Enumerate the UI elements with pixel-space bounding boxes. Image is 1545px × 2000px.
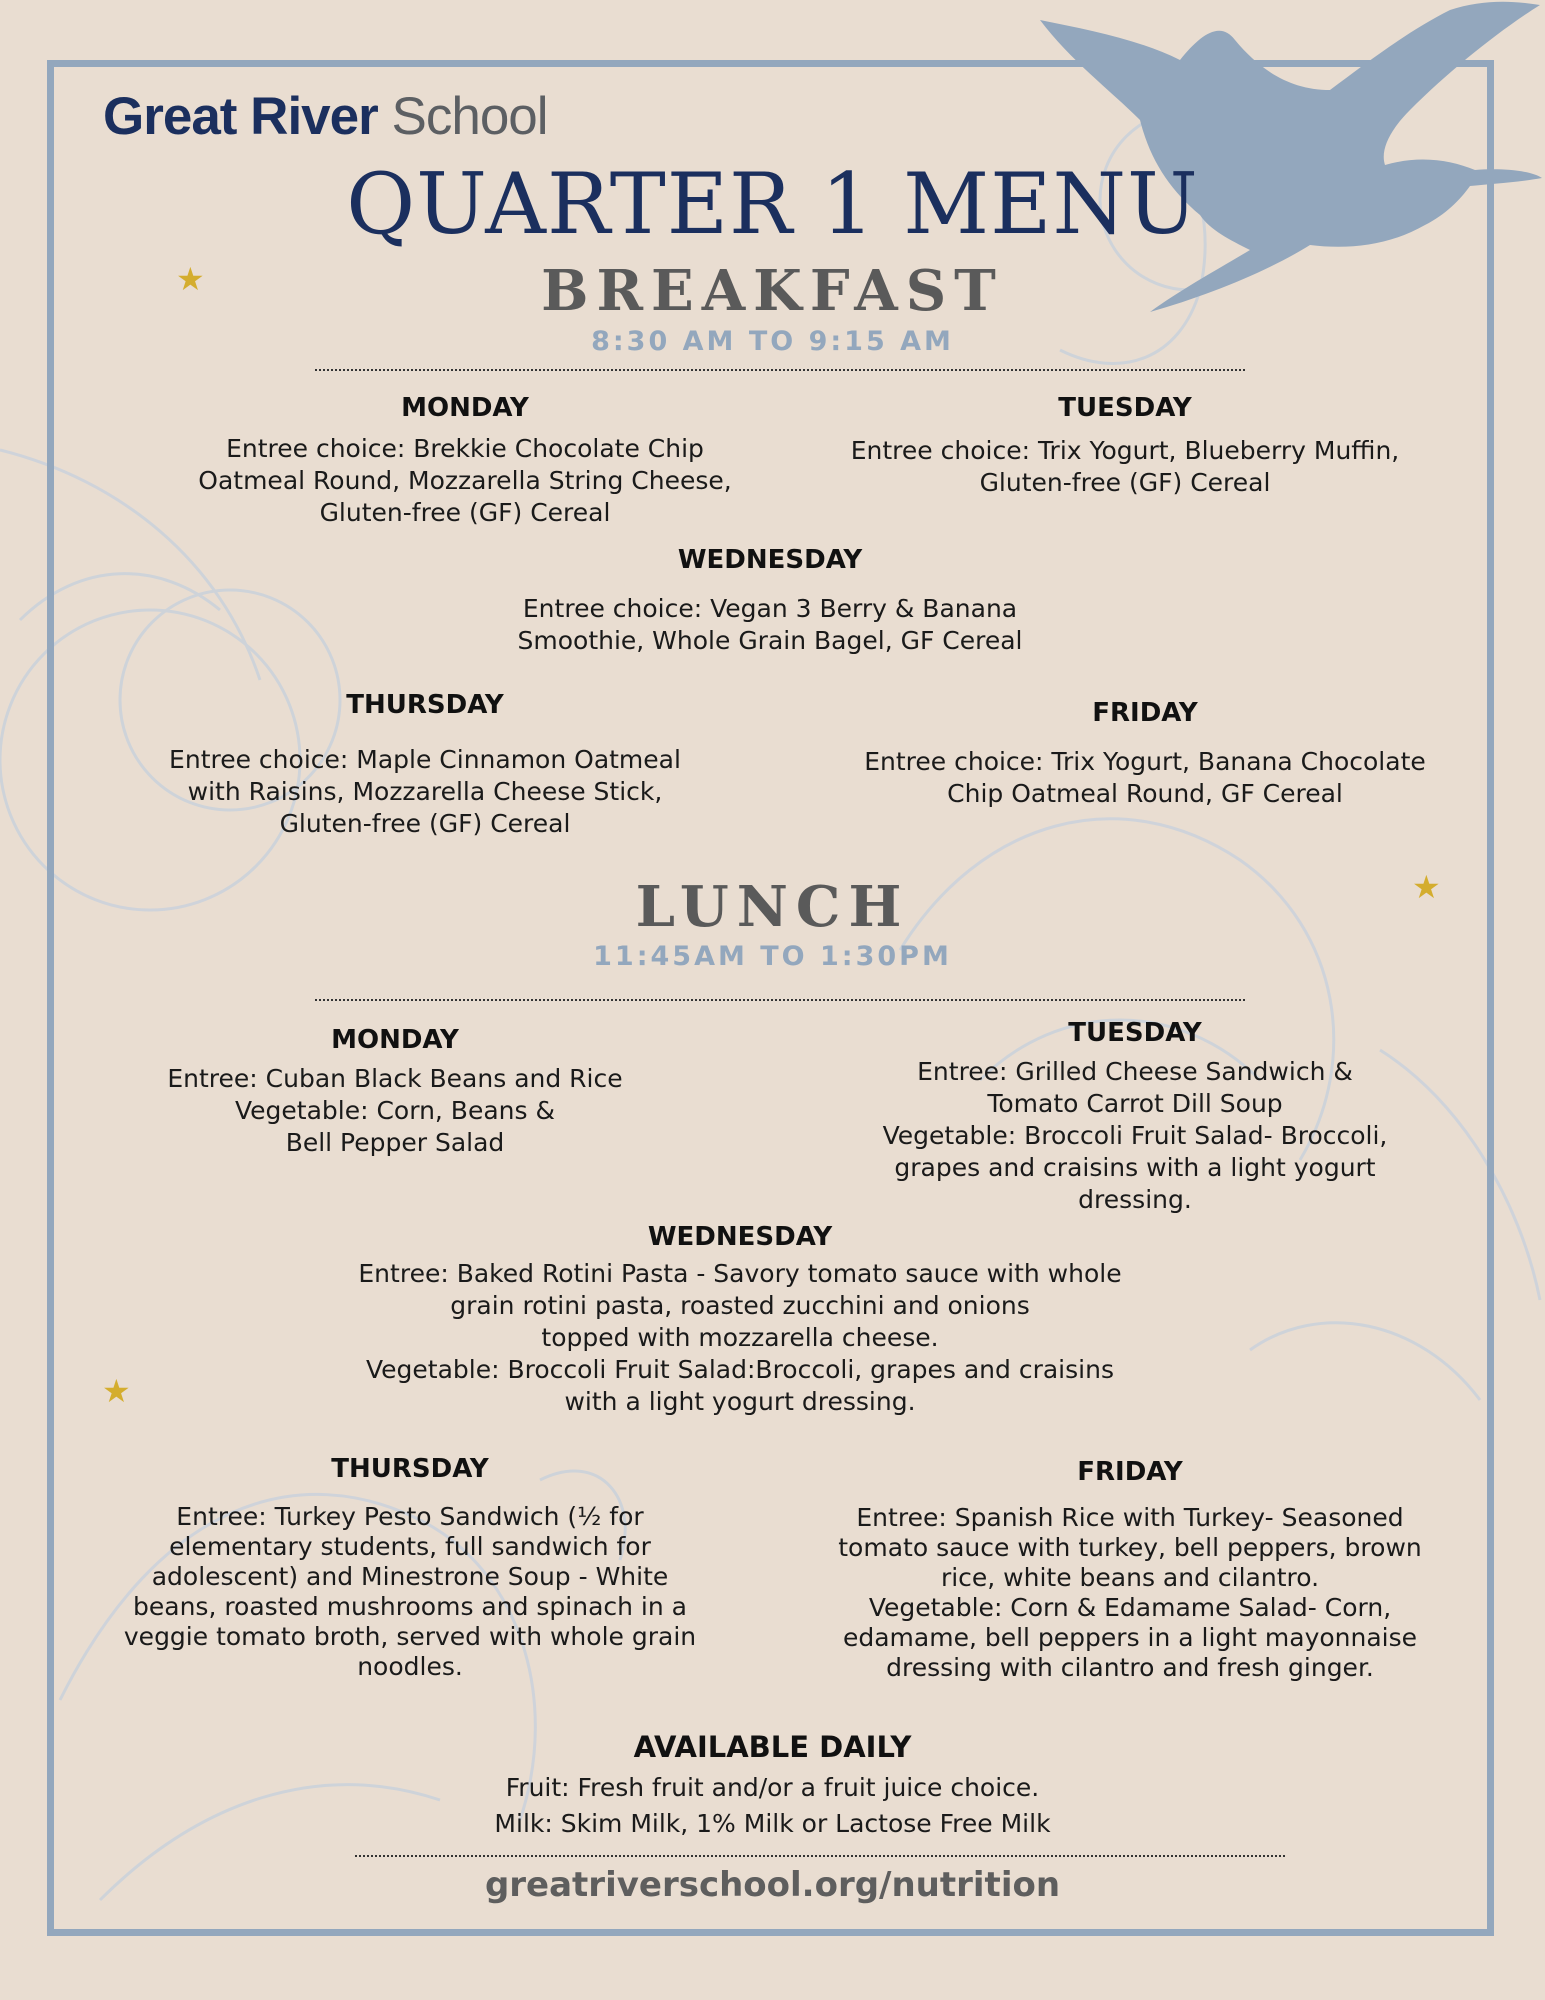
breakfast-friday xyxy=(820,698,1470,810)
lunch-wednesday xyxy=(290,1222,1190,1418)
menu-description: Entree choice: Vegan 3 Berry & Banana Smoothie, Whole Grain Bagel, GF Cereal xyxy=(517,594,1023,655)
menu-description: Entree choice: Brekkie Chocolate Chip Oatmeal Round, Mozzarella String Cheese, Gluten-free (GF) Cereal xyxy=(198,434,732,527)
menu-description: Entree: Spanish Rice with Turkey- Seasoned tomato sauce with turkey, bell peppers, brown rice, white beans and cilantro. Vegetable: Corn & Edamame Salad- Corn, edamame, bell peppers in a light mayonnaise dressing with cilantro and fresh ginger. xyxy=(838,1503,1422,1682)
school-logo xyxy=(103,86,548,147)
day-label: WEDNESDAY xyxy=(647,1222,833,1252)
daily-fruit: Fruit: Fresh fruit and/or a fruit juice choice. xyxy=(505,1773,1040,1802)
lunch-thursday xyxy=(90,1454,730,1682)
breakfast-heading: BREAKFAST xyxy=(541,258,1004,324)
day-label: FRIDAY xyxy=(1092,698,1198,728)
day-label: THURSDAY xyxy=(331,1454,489,1484)
lunch-divider xyxy=(315,999,1245,1001)
menu-description: Entree: Cuban Black Beans and Rice Vegetable: Corn, Beans & Bell Pepper Salad xyxy=(167,1064,623,1157)
footer-divider xyxy=(355,1855,1285,1857)
breakfast-divider xyxy=(315,369,1245,371)
star-icon: ★ xyxy=(102,1372,131,1410)
page-title: QUARTER 1 MENU xyxy=(346,155,1199,253)
lunch-monday xyxy=(110,1025,680,1159)
menu-description: Entree choice: Trix Yogurt, Banana Chocolate Chip Oatmeal Round, GF Cereal xyxy=(864,747,1426,808)
star-icon: ★ xyxy=(1412,868,1441,906)
breakfast-tuesday xyxy=(805,393,1445,499)
logo-light-text: School xyxy=(391,87,548,146)
lunch-friday xyxy=(790,1457,1470,1683)
menu-description: Entree: Turkey Pesto Sandwich (½ for elementary students, full sandwich for adolescent) and Minestrone Soup - White beans, roasted mushrooms and spinach in a veggie tomato broth, served with whole grain noodles. xyxy=(123,1502,697,1681)
star-icon: ★ xyxy=(176,260,205,298)
breakfast-monday xyxy=(150,393,780,529)
logo-bold-text: Great River xyxy=(103,87,378,146)
available-daily xyxy=(0,1730,1545,1842)
menu-description: Entree: Grilled Cheese Sandwich & Tomato Carrot Dill Soup Vegetable: Broccoli Fruit Salad- Broccoli, grapes and craisins with a light yogurt dressing. xyxy=(882,1057,1388,1214)
breakfast-thursday xyxy=(115,690,735,840)
breakfast-time: 8:30 AM TO 9:15 AM xyxy=(591,326,954,357)
day-label: TUESDAY xyxy=(1068,1018,1202,1048)
available-daily-heading: AVAILABLE DAILY xyxy=(633,1730,912,1764)
day-label: MONDAY xyxy=(401,393,529,423)
breakfast-wednesday xyxy=(420,545,1120,657)
day-label: MONDAY xyxy=(331,1025,459,1055)
lunch-tuesday xyxy=(810,1018,1460,1216)
day-label: TUESDAY xyxy=(1058,393,1192,423)
lunch-time: 11:45AM TO 1:30PM xyxy=(593,941,952,972)
footer-url-link[interactable]: greatriverschool.org/nutrition xyxy=(484,1865,1061,1905)
menu-description: Entree: Baked Rotini Pasta - Savory tomato sauce with whole grain rotini pasta, roasted zucchini and onions topped with mozzarella cheese. Vegetable: Broccoli Fruit Salad:Broccoli, grapes and craisins with a light yogurt dressing. xyxy=(358,1259,1122,1416)
day-label: FRIDAY xyxy=(1077,1457,1183,1487)
menu-description: Entree choice: Maple Cinnamon Oatmeal with Raisins, Mozzarella Cheese Stick, Gluten-free (GF) Cereal xyxy=(169,745,681,838)
menu-description: Entree choice: Trix Yogurt, Blueberry Muffin, Gluten-free (GF) Cereal xyxy=(850,436,1400,497)
day-label: WEDNESDAY xyxy=(677,545,863,575)
day-label: THURSDAY xyxy=(346,690,504,720)
daily-milk: Milk: Skim Milk, 1% Milk or Lactose Free Milk xyxy=(494,1809,1051,1838)
lunch-heading: LUNCH xyxy=(635,874,910,940)
